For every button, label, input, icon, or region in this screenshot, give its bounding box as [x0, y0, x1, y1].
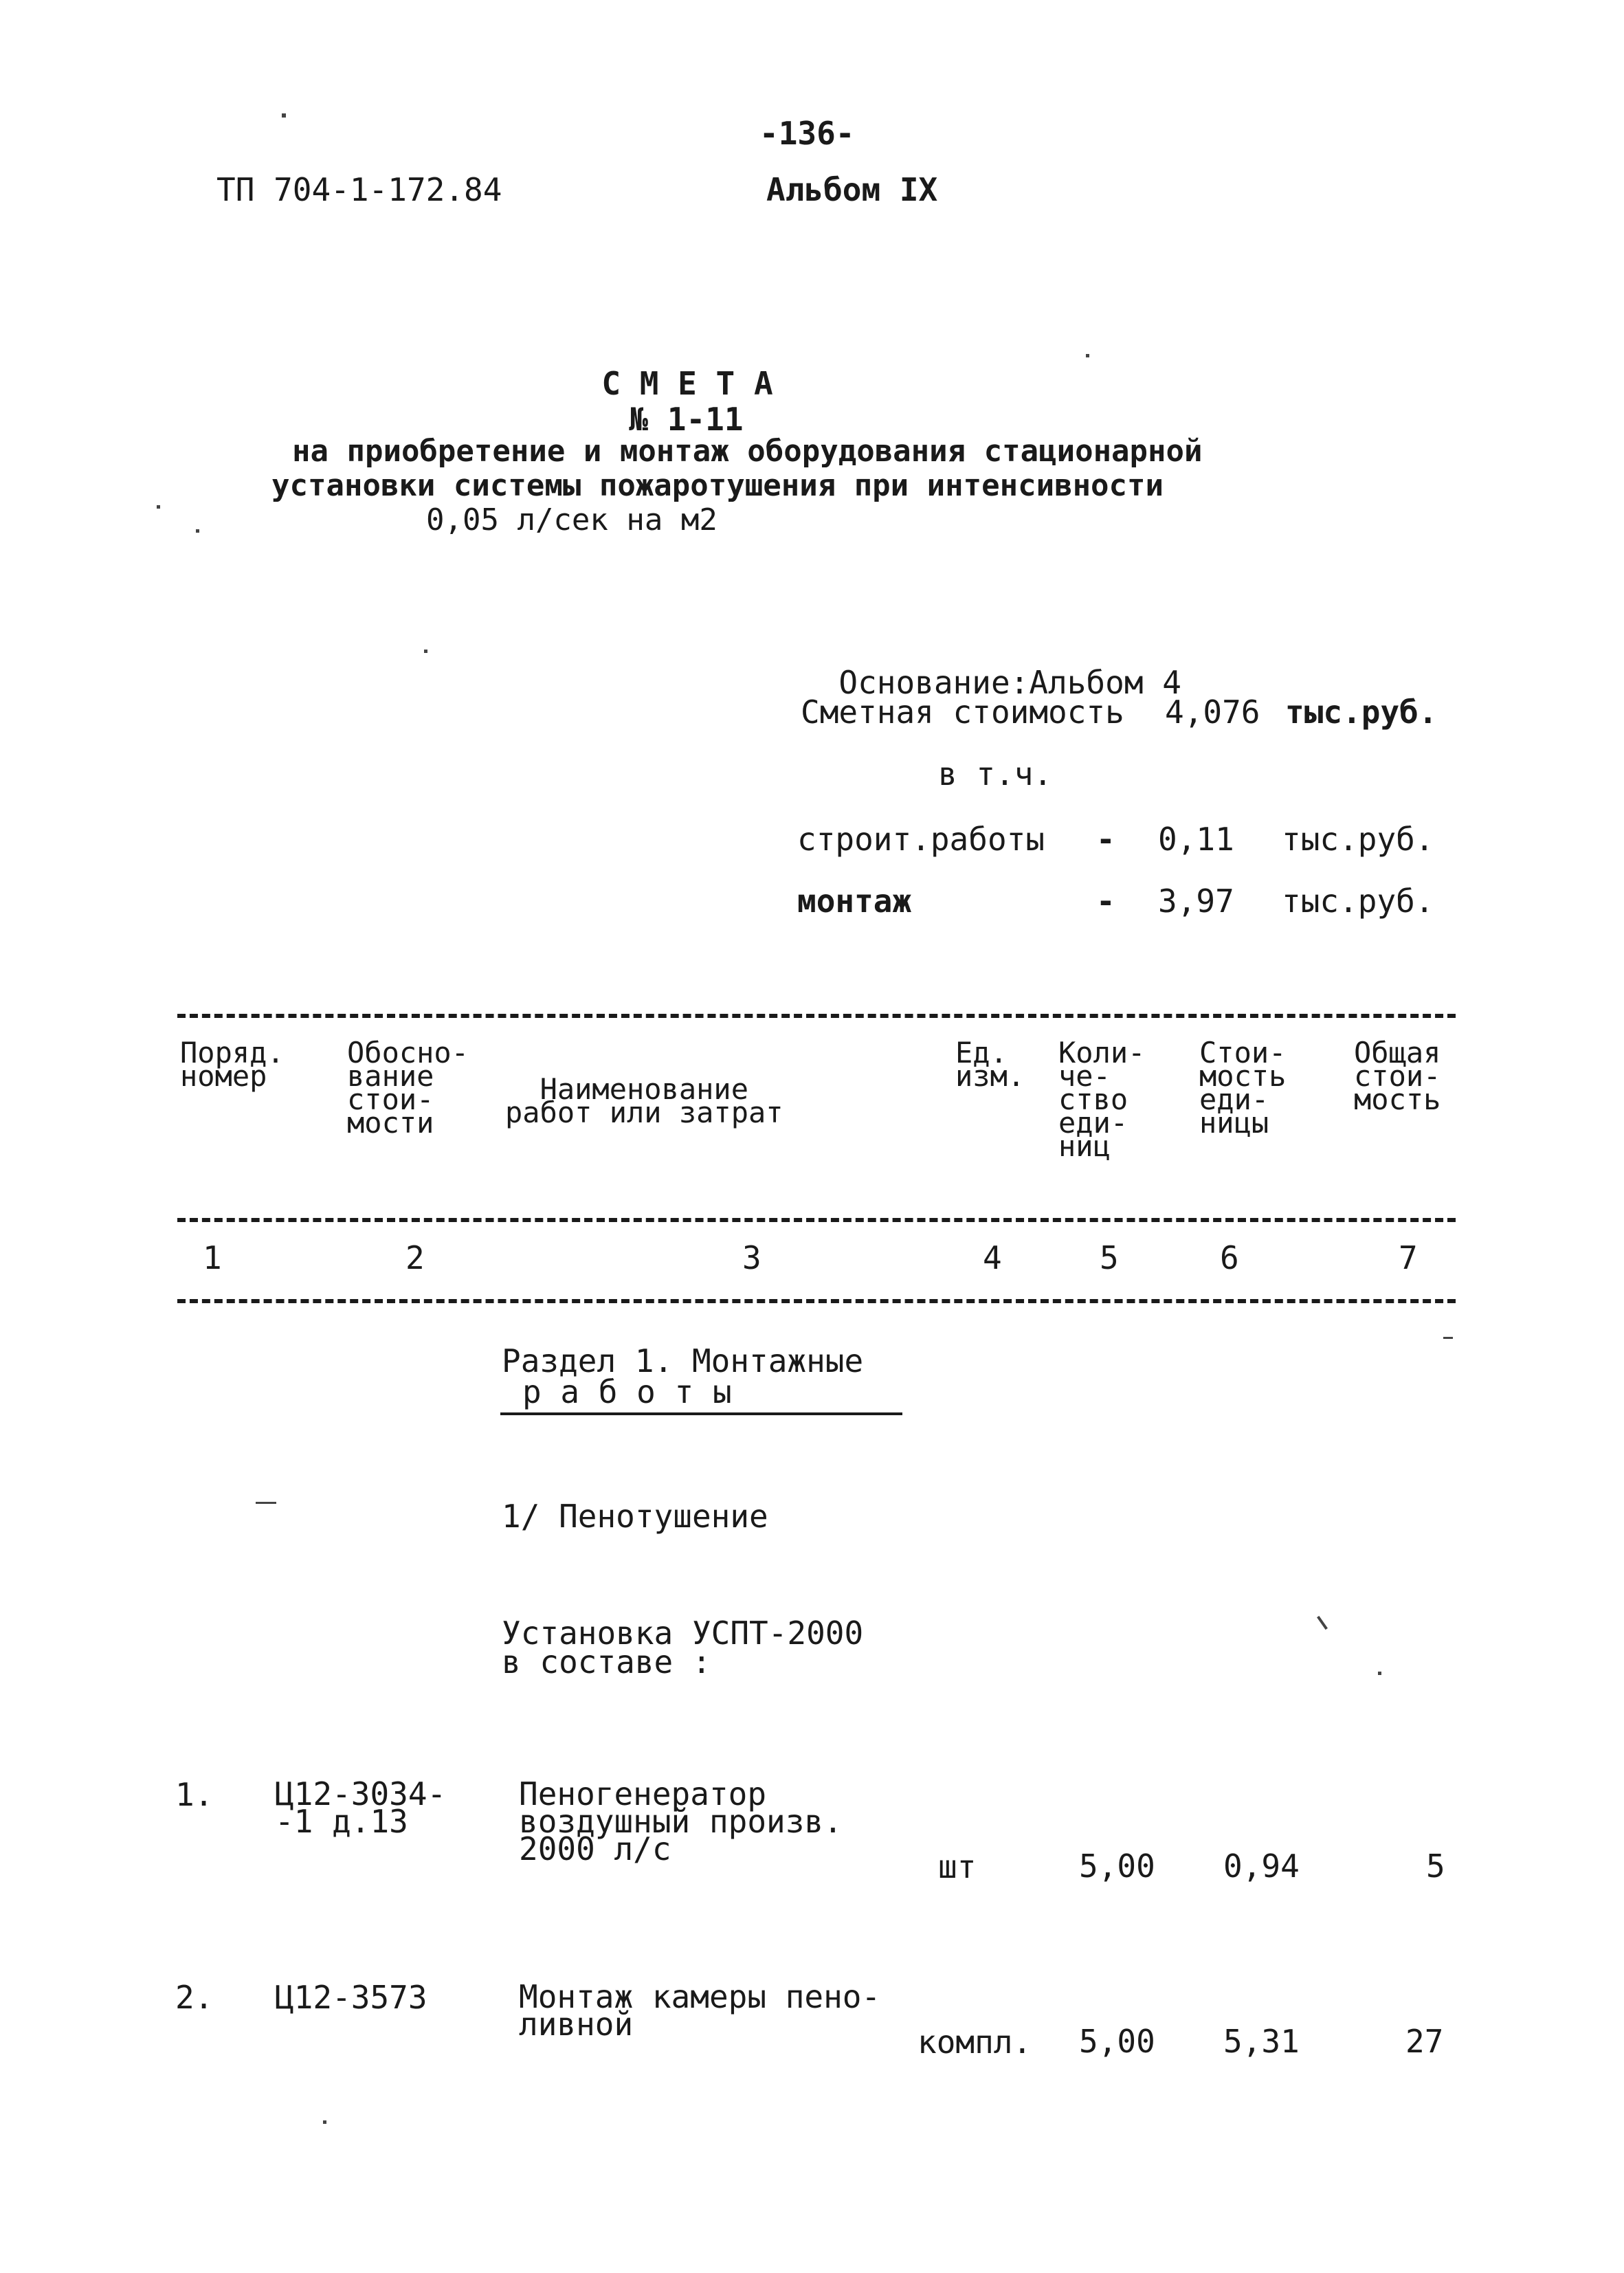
table-columns-rule: [177, 1299, 1456, 1303]
column-number-4: 4: [983, 1239, 1002, 1276]
construction-label: строит.работы: [797, 821, 1045, 858]
scan-speck: [196, 529, 199, 533]
column-number-3: 3: [742, 1239, 761, 1276]
installation-label: монтаж: [797, 883, 912, 920]
scan-speck: [282, 113, 286, 118]
scan-speck: [1378, 1672, 1381, 1675]
scan-speck: [1086, 354, 1089, 357]
scan-speck: [323, 2120, 326, 2124]
table-row-2-basis: Ц12-3573: [275, 1979, 427, 2016]
table-row-1-qty: 5,00: [1079, 1848, 1155, 1885]
table-top-rule: [177, 1014, 1456, 1018]
table-row-1-number: 1.: [175, 1776, 214, 1813]
installation-dash: -: [1096, 883, 1115, 920]
table-row-2-unit: компл.: [917, 2023, 1032, 2061]
scan-speck: [157, 505, 160, 509]
table-header-rule: [177, 1218, 1456, 1222]
table-row-1-total: 5: [1426, 1848, 1445, 1885]
column-header-4: Ед. изм.: [955, 1036, 1025, 1093]
album-label: Альбом IX: [766, 171, 938, 208]
table-row-2-total: 27: [1405, 2023, 1444, 2060]
construction-value: 0,11: [1158, 821, 1234, 858]
estimated-cost-value: 4,076: [1165, 694, 1260, 731]
column-header-1: Поряд. номер: [180, 1036, 285, 1093]
title-number: № 1-11: [629, 401, 744, 438]
subtitle-line-2: установки системы пожаротушения при интенсивности: [271, 468, 1164, 503]
document-title: [564, 330, 773, 437]
column-header-7: Общая стои- мость: [1354, 1036, 1441, 1116]
column-header-3: Наименование работ или затрат: [505, 1072, 783, 1129]
including-label: в т.ч.: [938, 755, 1053, 792]
scan-speck: [424, 650, 427, 653]
column-number-2: 2: [405, 1239, 425, 1276]
scan-speck: [1317, 1616, 1328, 1630]
basis-value: Альбом 4: [1029, 664, 1181, 701]
table-row-2-name: Монтаж камеры пено- ливной: [519, 1978, 881, 2043]
title-label: С М Е Т А: [601, 365, 773, 402]
table-row-1-name: Пеногенератор воздушный произв. 2000 л/с: [519, 1775, 843, 1867]
section-title-line-2: р а б о т ы: [522, 1373, 732, 1410]
column-number-1: 1: [203, 1239, 222, 1276]
page-number: -136-: [759, 115, 855, 152]
basis-label: Основание:: [838, 664, 1030, 701]
installation-value: 3,97: [1158, 883, 1234, 920]
section-title-line-1: Раздел 1. Монтажные: [502, 1342, 864, 1379]
scan-speck: [1443, 1337, 1453, 1339]
estimated-cost-unit: тыс.руб.: [1285, 694, 1438, 731]
column-header-6: Стои- мость еди- ницы: [1199, 1036, 1287, 1140]
column-number-5: 5: [1100, 1239, 1119, 1276]
table-row-2-number: 2.: [175, 1979, 214, 2016]
table-row-1-unit-cost: 0,94: [1223, 1848, 1300, 1885]
subtitle-line-1: на приобретение и монтаж оборудования стационарной: [292, 434, 1203, 469]
subtitle-line-3: 0,05 л/сек на м2: [426, 502, 718, 537]
column-header-2: Обосно- вание стои- мости: [347, 1036, 469, 1140]
table-row-1-unit: шт: [938, 1848, 977, 1885]
construction-unit: тыс.руб.: [1282, 821, 1434, 858]
column-number-7: 7: [1399, 1239, 1418, 1276]
section-title-underline: [500, 1412, 902, 1415]
column-header-5: Коли- че- ство еди- ниц: [1058, 1036, 1146, 1163]
group-title: Установка УСПТ-2000 в составе :: [502, 1615, 864, 1681]
table-row-2-unit-cost: 5,31: [1223, 2023, 1300, 2060]
column-number-6: 6: [1220, 1239, 1239, 1276]
estimated-cost-label: Сметная стоимость: [801, 694, 1124, 731]
basis-line: [801, 629, 1181, 700]
document-code: ТП 704-1-172.84: [216, 171, 502, 208]
subsection-title: 1/ Пенотушение: [502, 1498, 768, 1535]
installation-unit: тыс.руб.: [1282, 883, 1434, 920]
table-row-1-basis: Ц12-3034- -1 д.13: [275, 1775, 447, 1840]
table-row-2-qty: 5,00: [1079, 2023, 1155, 2060]
scan-speck: [256, 1502, 276, 1504]
construction-dash: -: [1096, 821, 1115, 858]
